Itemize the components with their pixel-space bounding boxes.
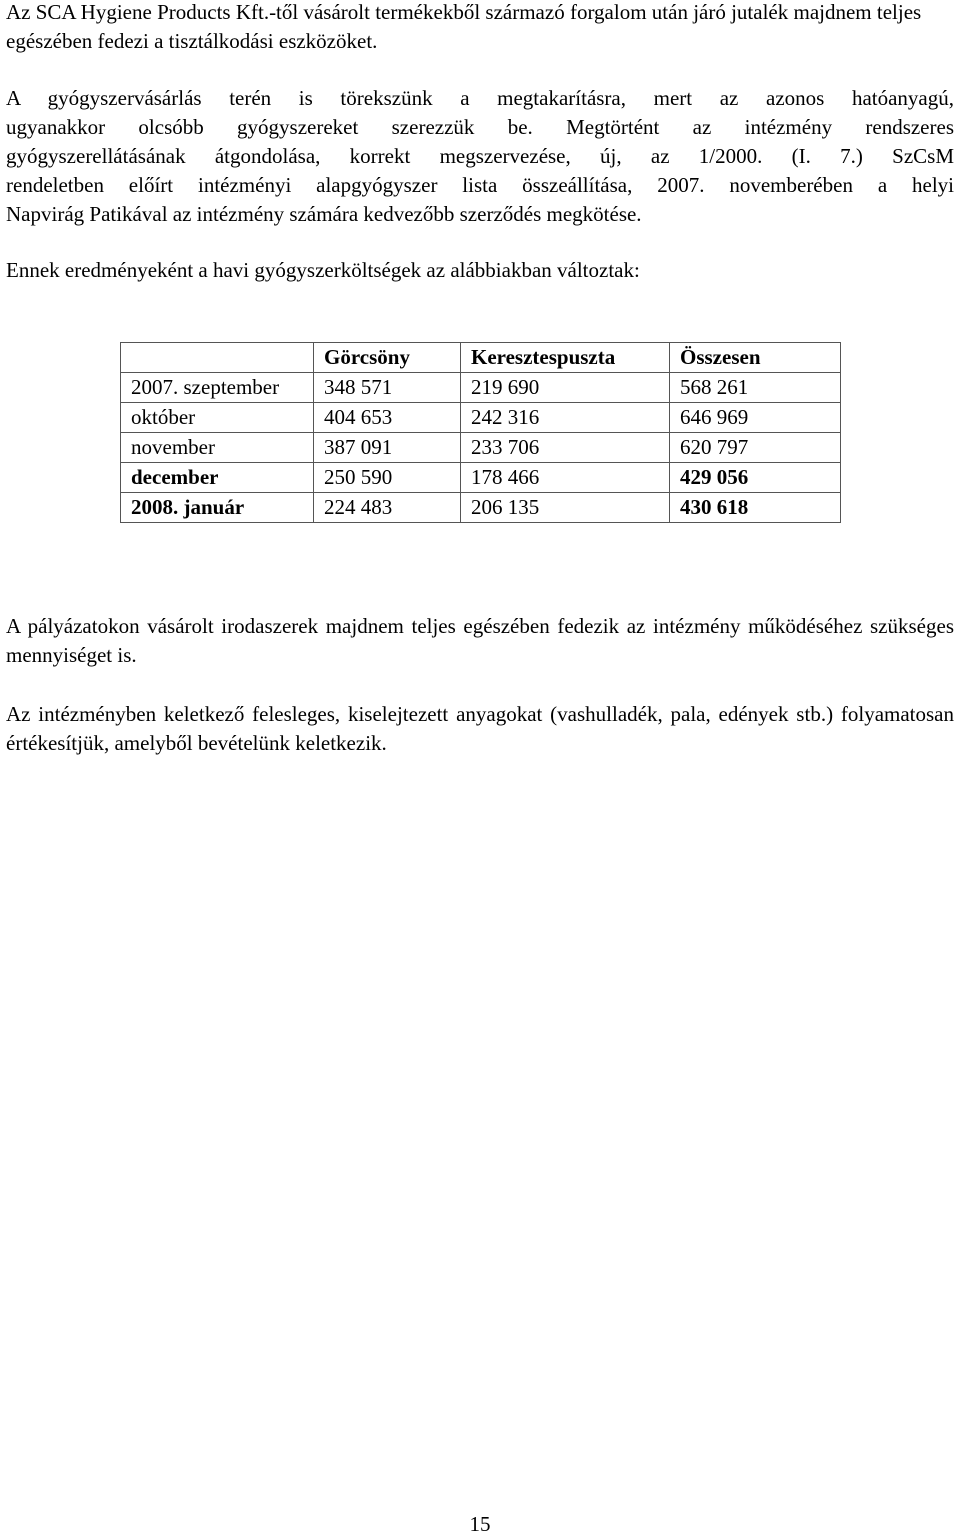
office-supplies-paragraph: A pályázatokon vásárolt irodaszerek majdnem teljes egészében fedezik az intézmény működéséhez szükséges mennyiséget is.	[6, 614, 954, 667]
gorcsony-cell: 404 653	[314, 403, 461, 433]
table-header-row	[121, 343, 841, 373]
medicine-line: gyógyszerellátásának átgondolása, korrekt megszervezése, új, az 1/2000. (I. 7.) SzCsM	[6, 144, 954, 168]
total-cell: 646 969	[670, 403, 841, 433]
table-row	[121, 373, 841, 403]
table-row	[121, 463, 841, 493]
medicine-line: ugyanakkor olcsóbb gyógyszereket szerezzük be. Megtörtént az intézmény rendszeres	[6, 115, 954, 139]
table-header-cell: Görcsöny	[314, 343, 461, 373]
month-cell: október	[121, 403, 314, 433]
medicine-line: rendeletben előírt intézményi alapgyógyszer lista összeállítása, 2007. novemberében a helyi	[6, 173, 954, 197]
table-header-cell: Keresztespuszta	[461, 343, 670, 373]
waste-paragraph: Az intézményben keletkező felesleges, kiselejtezett anyagokat (vashulladék, pala, edények stb.) folyamatosan értékesítjük, amelyből bevételünk keletkezik.	[6, 702, 954, 755]
table-header-cell: Összesen	[670, 343, 841, 373]
keresztespuszta-cell: 242 316	[461, 403, 670, 433]
keresztespuszta-cell: 233 706	[461, 433, 670, 463]
table-row	[121, 403, 841, 433]
total-cell: 620 797	[670, 433, 841, 463]
keresztespuszta-cell: 206 135	[461, 493, 670, 523]
keresztespuszta-cell: 219 690	[461, 373, 670, 403]
month-cell: 2007. szeptember	[121, 373, 314, 403]
gorcsony-cell: 224 483	[314, 493, 461, 523]
month-cell: december	[121, 463, 314, 493]
page-number: 15	[469, 1512, 491, 1536]
table-row	[121, 433, 841, 463]
total-cell: 429 056	[670, 463, 841, 493]
table-header-cell	[121, 343, 314, 373]
total-cell: 568 261	[670, 373, 841, 403]
month-cell: november	[121, 433, 314, 463]
total-cell: 430 618	[670, 493, 841, 523]
month-cell: 2008. január	[121, 493, 314, 523]
medicine-line: Napvirág Patikával az intézmény számára kedvezőbb szerződés megkötése.	[6, 202, 642, 226]
results-paragraph: Ennek eredményeként a havi gyógyszerköltségek az alábbiakban változtak:	[6, 258, 640, 282]
medicine-cost-table	[120, 342, 841, 523]
gorcsony-cell: 348 571	[314, 373, 461, 403]
keresztespuszta-cell: 178 466	[461, 463, 670, 493]
medicine-paragraph	[6, 84, 954, 229]
gorcsony-cell: 250 590	[314, 463, 461, 493]
table-row	[121, 493, 841, 523]
gorcsony-cell: 387 091	[314, 433, 461, 463]
intro-paragraph: Az SCA Hygiene Products Kft.-től vásárolt termékekből származó forgalom után járó jutalék majdnem teljes egészében fedezi a tisztálkodási eszközöket.	[6, 0, 922, 53]
medicine-line: A gyógyszervásárlás terén is törekszünk a megtakarításra, mert az azonos hatóanyagú,	[6, 86, 954, 110]
